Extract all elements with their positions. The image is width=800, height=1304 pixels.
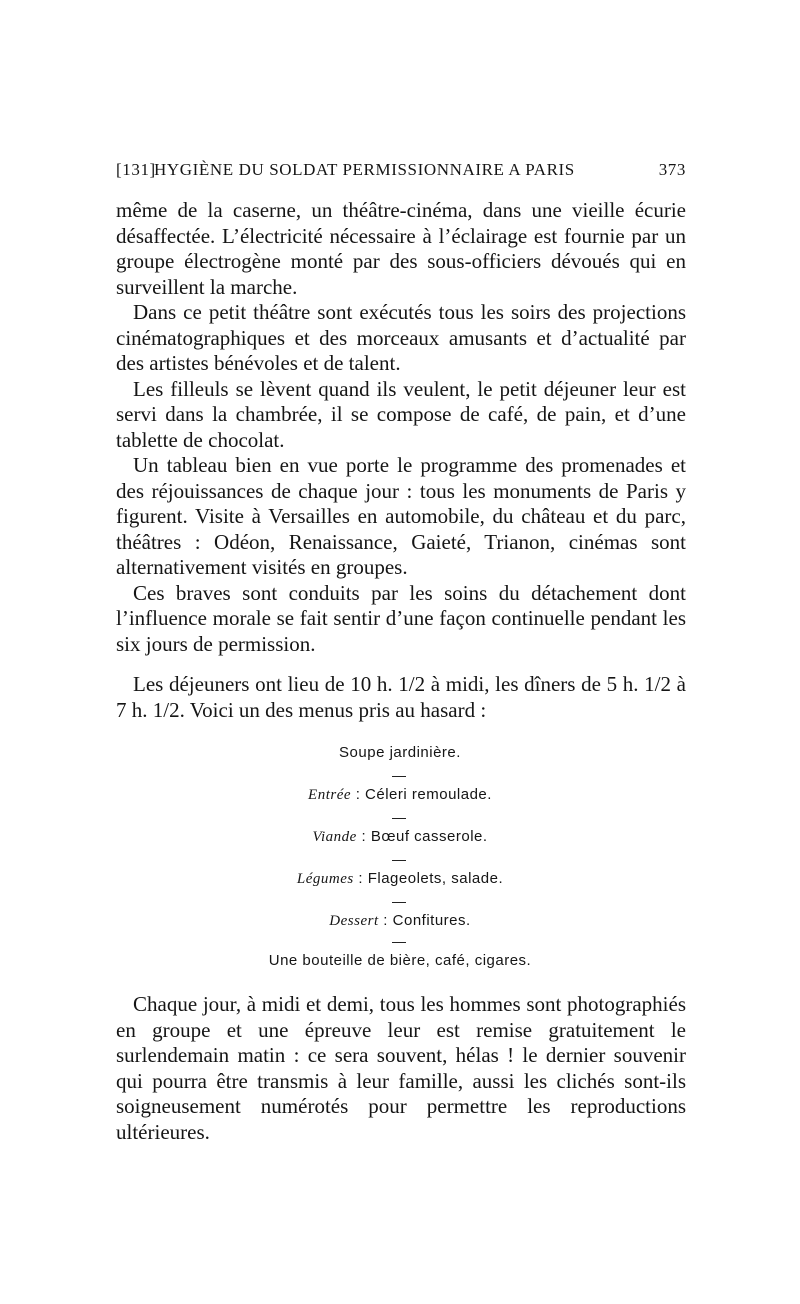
menu-vegetables: [0, 870, 800, 888]
running-title: HYGIÈNE DU SOLDAT PERMISSIONNAIRE A PARIS: [154, 160, 575, 179]
menu-colon: :: [353, 870, 368, 887]
menu-dessert-value: Confitures.: [392, 912, 471, 929]
paragraph: Les filleuls se lèvent quand ils veulent, le petit déjeuner leur est servi dans la chambrée, il se compose de café, de pain, et d’une tablette de chocolat.: [116, 376, 686, 452]
menu-separator: [392, 942, 406, 943]
closing-text: [116, 992, 686, 1145]
menu-dessert-label: Dessert: [329, 913, 379, 929]
menu-colon: :: [378, 912, 393, 929]
menu-drinks: Une bouteille de bière, café, cigares.: [268, 952, 532, 969]
menu-entree-value: Céleri remoulade.: [365, 786, 492, 803]
paragraph: Chaque jour, à midi et demi, tous les hommes sont photographiés en groupe et une épreuve leur est remise gratuitement le surlendemain matin : ce sera souvent, hélas ! le dernier souvenir qui pourra être transmis à leur famille, aussi les clichés sont-ils soigneusement numérotés pour permettre les reproductions ultérieures.: [116, 992, 686, 1144]
paragraph: Les déjeuners ont lieu de 10 h. 1/2 à midi, les dîners de 5 h. 1/2 à 7 h. 1/2. Voici un des menus pris au hasard :: [116, 672, 686, 722]
menu-colon: :: [356, 828, 371, 845]
menu-dessert: [0, 912, 800, 930]
menu-vegetables-value: Flageolets, salade.: [367, 870, 504, 887]
paragraph: Un tableau bien en vue porte le programme des promenades et des réjouissances de chaque jour : tous les monuments de Paris y figurent. Visite à Versailles en automobile, du château et du parc, théâtres : Odéon, Renaissance, Gaieté, Trianon, cinémas sont alternativement visités en groupes.: [116, 453, 686, 579]
meals-text: [116, 672, 686, 723]
paragraph: même de la caserne, un théâtre-cinéma, dans une vieille écurie désaffectée. L’électricité nécessaire à l’éclairage est fournie par un groupe électrogène monté par des sous-officiers dévoués qui en surveillent la marche.: [116, 198, 686, 299]
menu-separator: [392, 902, 406, 903]
menu-soup: Soupe jardinière.: [339, 744, 461, 761]
menu-entree: [0, 786, 800, 804]
section-number: [131]: [116, 160, 156, 179]
menu-meat-label: Viande: [312, 829, 357, 845]
menu-colon: :: [351, 786, 366, 803]
menu-separator: [392, 818, 406, 819]
menu-meat-value: Bœuf casserole.: [370, 828, 488, 845]
paragraph: Dans ce petit théâtre sont exécutés tous les soirs des projections cinématographiques et des morceaux amusants et d’actualité par des artistes bénévoles et de talent.: [116, 300, 686, 375]
menu-meat: [0, 828, 800, 846]
page-number: 373: [658, 160, 686, 179]
menu-vegetables-label: Légumes: [296, 871, 354, 887]
menu-entree-label: Entrée: [308, 787, 352, 803]
menu-separator: [392, 776, 406, 777]
paragraph: Ces braves sont conduits par les soins du détachement dont l’influence morale se fait sentir d’une façon continuelle pendant les six jours de permission.: [116, 580, 686, 656]
menu-separator: [392, 860, 406, 861]
body-text-top: [116, 198, 686, 657]
